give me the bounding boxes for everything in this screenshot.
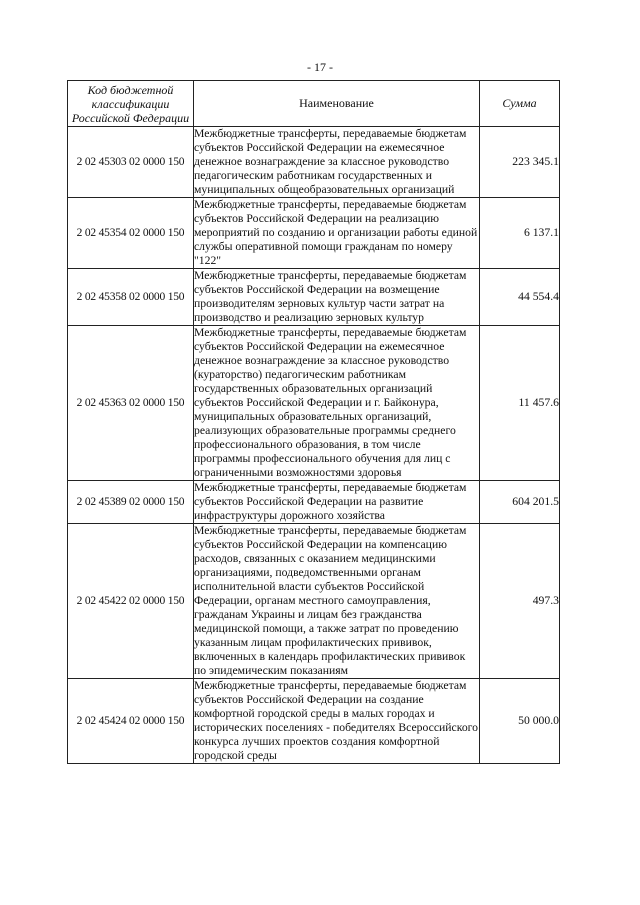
row-name: Межбюджетные трансферты, передаваемые бюджетам субъектов Российской Федерации на компенсацию расходов, связанных с оказанием медицинскими организациями, подведомственными органам исполнительной власти субъектов Российской Федерации, органам местного самоуправления, гражданам Украины и лицам без гражданства медицинской помощи, а также затрат по проведению указанным лицам профилактических прививок, включенных в календарь профилактических прививок по эпидемическим показаниям [194,524,480,679]
table-row [68,481,560,524]
row-name: Межбюджетные трансферты, передаваемые бюджетам субъектов Российской Федерации на ежемесячное денежное вознаграждение за классное руководство (кураторство) педагогическим работникам государственных образовательных организаций субъектов Российской Федерации и г. Байконура, муниципальных образовательных организаций, реализующих образовательные программы среднего профессионального образования, в том числе программы профессионального обучения для лиц с ограниченными возможностями здоровья [194,326,480,481]
table-row [68,679,560,764]
row-code: 2 02 45389 02 0000 150 [68,481,194,524]
table-row [68,326,560,481]
row-sum: 497.3 [480,524,560,679]
row-sum: 604 201.5 [480,481,560,524]
header-code: Код бюджетной классификации Российской Федерации [68,81,194,127]
table-row [68,269,560,326]
row-sum: 44 554.4 [480,269,560,326]
row-code: 2 02 45303 02 0000 150 [68,127,194,198]
row-name: Межбюджетные трансферты, передаваемые бюджетам субъектов Российской Федерации на развитие инфраструктуры дорожного хозяйства [194,481,480,524]
row-name: Межбюджетные трансферты, передаваемые бюджетам субъектов Российской Федерации на реализацию мероприятий по созданию и организации работы единой службы оперативной помощи гражданам по номеру "122" [194,198,480,269]
row-code: 2 02 45424 02 0000 150 [68,679,194,764]
header-sum: Сумма [480,81,560,127]
table-row [68,524,560,679]
row-sum: 223 345.1 [480,127,560,198]
row-code: 2 02 45363 02 0000 150 [68,326,194,481]
row-name: Межбюджетные трансферты, передаваемые бюджетам субъектов Российской Федерации на ежемесячное денежное вознаграждение за классное руководство педагогическим работникам государственных и муниципальных общеобразовательных организаций [194,127,480,198]
table-header-row [68,81,560,127]
page-number: - 17 - [307,60,333,74]
row-code: 2 02 45358 02 0000 150 [68,269,194,326]
row-sum: 11 457.6 [480,326,560,481]
budget-table [67,80,560,764]
row-code: 2 02 45354 02 0000 150 [68,198,194,269]
header-name: Наименование [194,81,480,127]
table-row [68,127,560,198]
row-name: Межбюджетные трансферты, передаваемые бюджетам субъектов Российской Федерации на создание комфортной городской среды в малых городах и исторических поселениях - победителях Всероссийского конкурса лучших проектов создания комфортной городской среды [194,679,479,762]
row-code: 2 02 45422 02 0000 150 [68,524,194,679]
row-sum: 6 137.1 [480,198,560,269]
row-name: Межбюджетные трансферты, передаваемые бюджетам субъектов Российской Федерации на возмещение производителям зерновых культур части затрат на производство и реализацию зерновых культур [194,269,480,326]
table-row [68,198,560,269]
row-sum: 50 000.0 [480,679,560,764]
